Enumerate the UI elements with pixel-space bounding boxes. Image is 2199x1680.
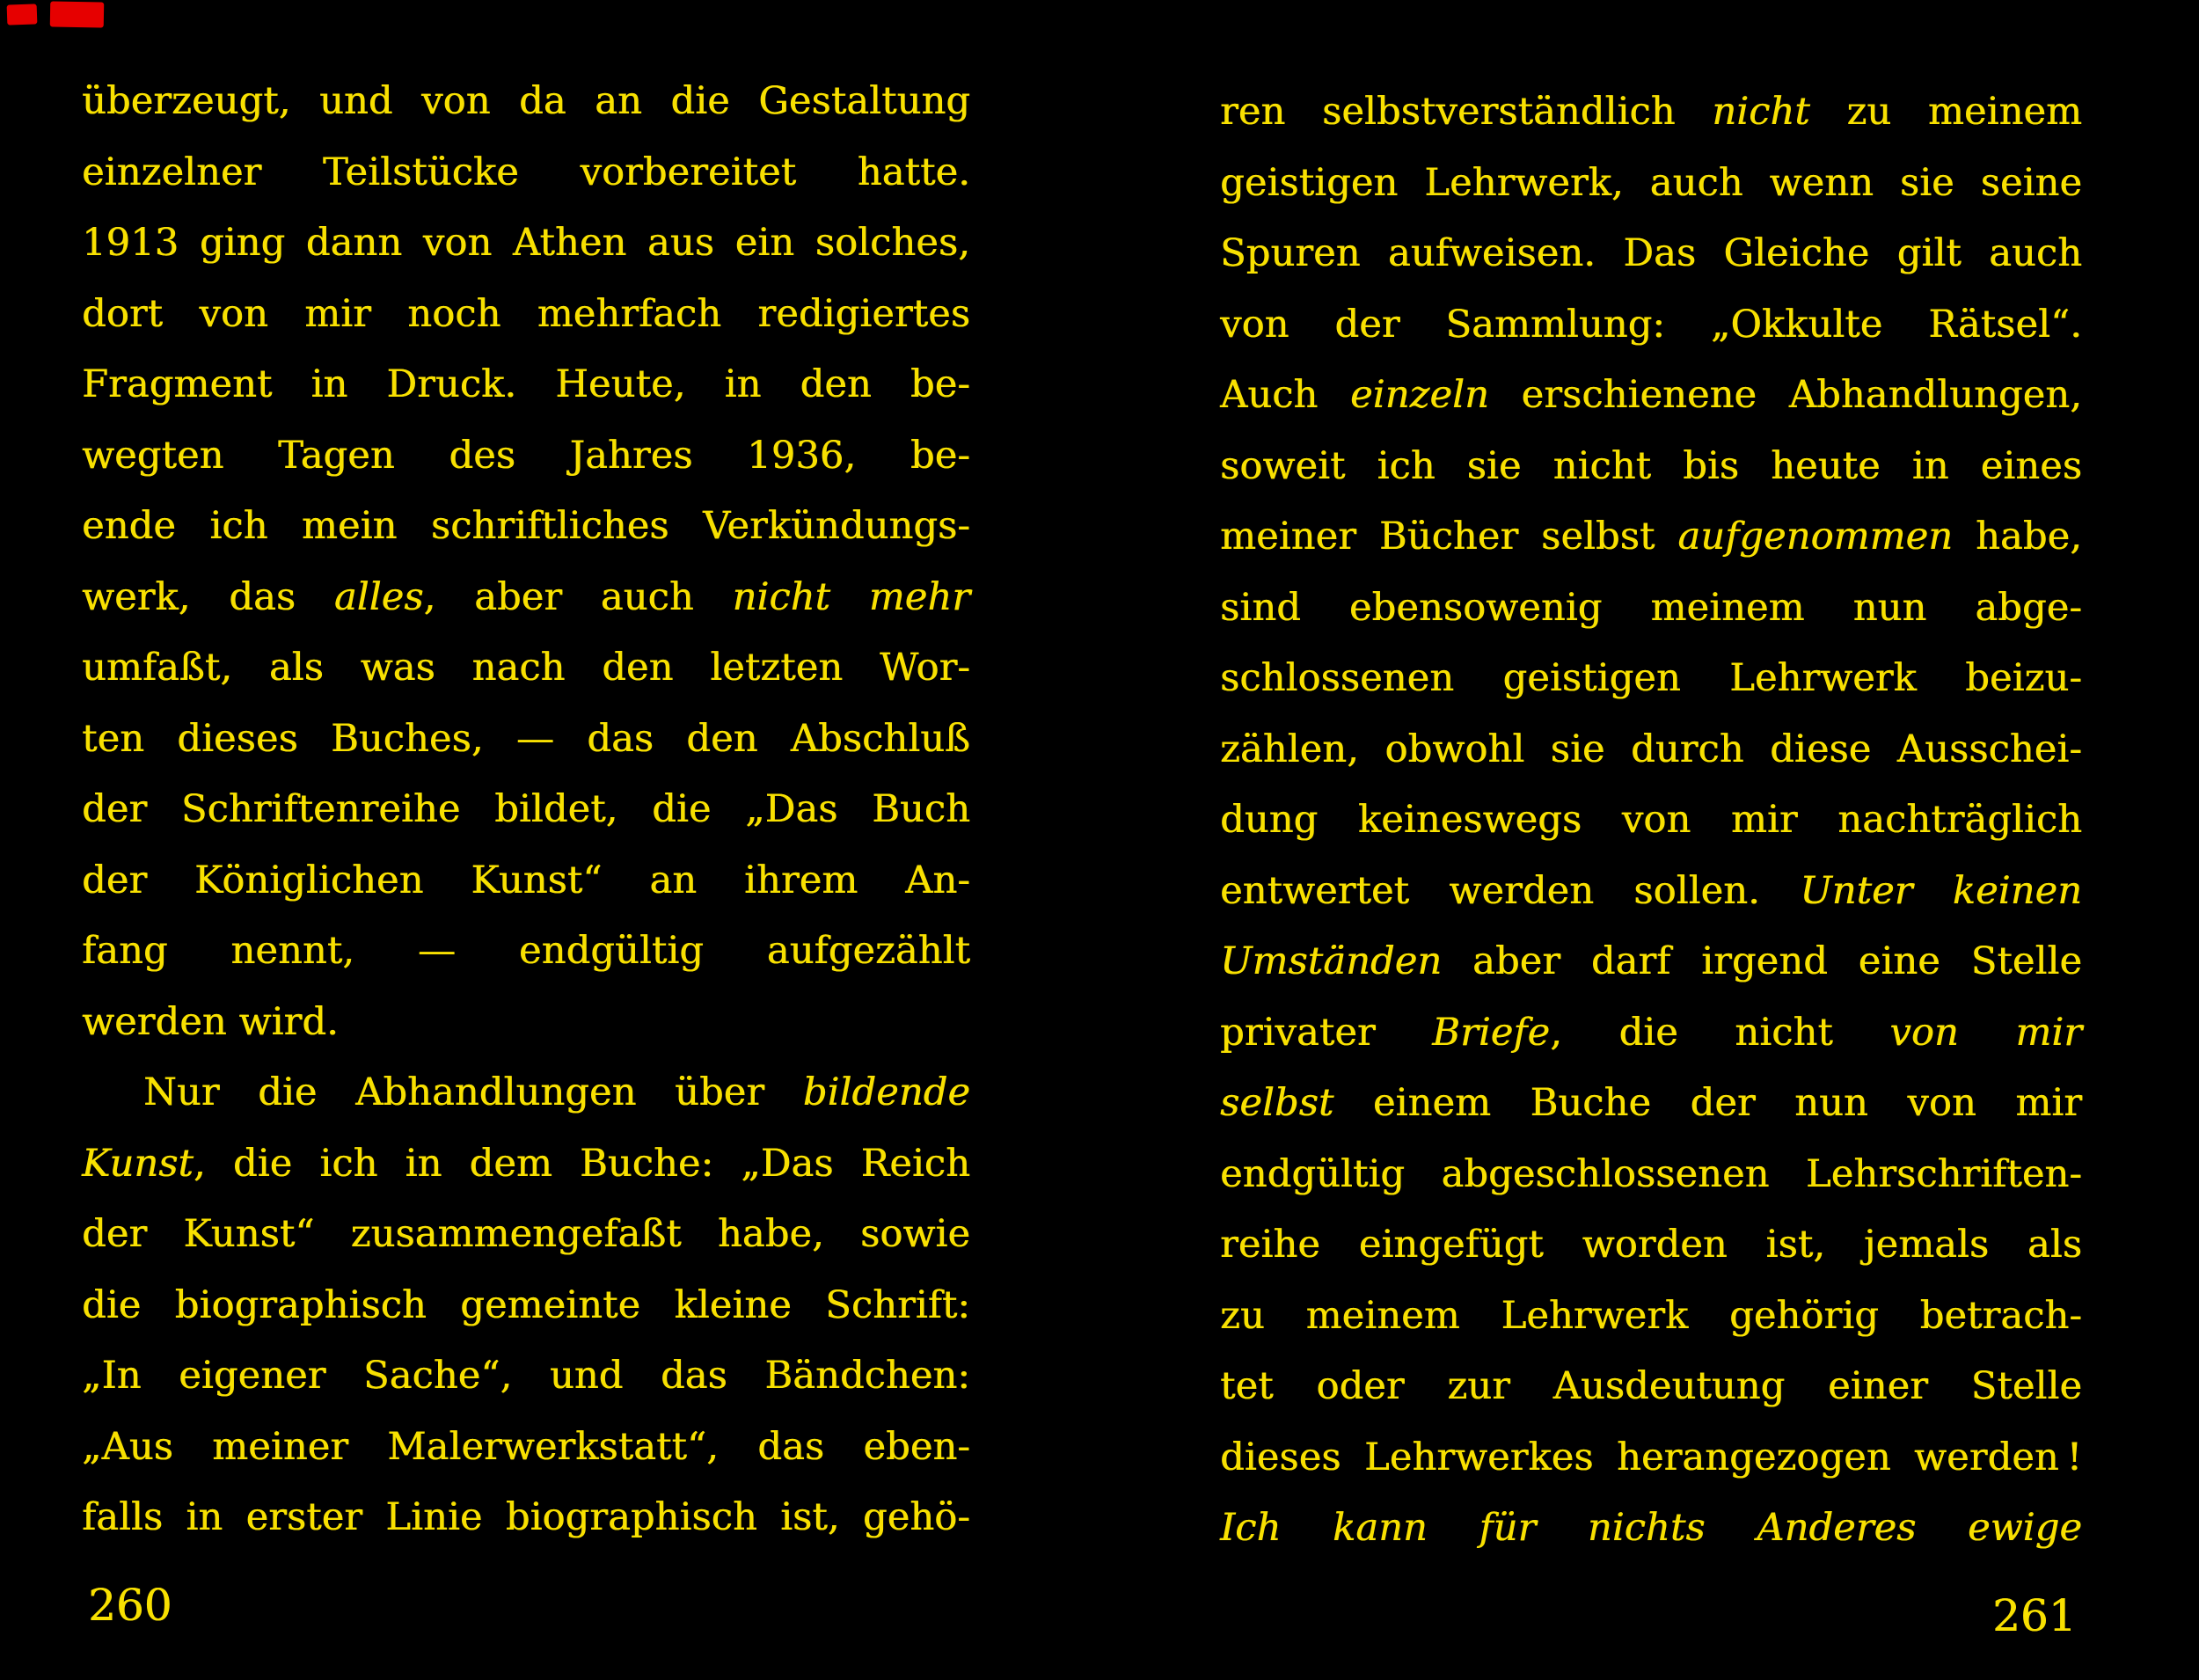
text-run: erschienene Abhandlungen, [1488, 373, 2082, 417]
page-number-260: 260 [88, 1580, 172, 1631]
text-line [1220, 785, 2082, 856]
text-run: 1913 ging dann von Athen aus ein solches, [82, 221, 970, 265]
text-run: werk, das [82, 574, 334, 619]
text-run: überzeugt, und von da an die Gestaltung [82, 79, 970, 123]
text-run: ren selbstverständlich [1220, 90, 1713, 134]
text-line [82, 491, 970, 562]
italic-text-run: bildende [802, 1070, 970, 1114]
text-line [82, 1199, 970, 1270]
text-run: ende ich mein schriftliches Verkündungs- [82, 504, 970, 548]
text-line [82, 1129, 970, 1200]
text-line [1220, 714, 2082, 785]
text-line [1220, 856, 2082, 927]
text-line [82, 1412, 970, 1483]
text-run: , aber auch [423, 574, 733, 619]
italic-text-run: aufgenommen [1677, 515, 1954, 559]
text-run: wegten Tagen des Jahres 1936, be- [82, 433, 970, 478]
text-line [1220, 1209, 2082, 1281]
text-line [1220, 218, 2082, 289]
text-run: meiner Bücher selbst [1220, 515, 1678, 559]
text-run: einem Buche der nun von mir [1333, 1081, 2082, 1125]
text-line [82, 632, 970, 704]
text-run: dort von mir noch mehrfach redigiertes [82, 291, 970, 336]
text-run: der Schriftenreihe bildet, die „Das Buch [82, 787, 970, 831]
text-line [1220, 148, 2082, 219]
text-line [1220, 1493, 2082, 1564]
text-run: einzelner Teilstücke vorbereitet hatte. [82, 150, 970, 194]
red-paint-mark-2 [50, 1, 104, 27]
text-run: , die nicht [1550, 1010, 1890, 1055]
text-line [82, 1482, 970, 1553]
text-line [82, 1057, 970, 1129]
text-line [82, 420, 970, 492]
red-paint-mark-1 [7, 4, 38, 25]
text-run: ten dieses Buches, — das den Abschluß [82, 716, 970, 761]
text-line [82, 562, 970, 633]
text-line [1220, 926, 2082, 997]
text-run: „Aus meiner Malerwerkstatt“, das eben- [82, 1424, 970, 1469]
text-line [1220, 1139, 2082, 1210]
text-line [1220, 289, 2082, 361]
text-line [1220, 997, 2082, 1069]
text-line [82, 845, 970, 917]
text-run: zählen, obwohl sie durch diese Ausschei- [1220, 727, 2082, 771]
text-line [82, 704, 970, 775]
italic-text-run: Umständen [1220, 939, 1443, 983]
text-line [82, 987, 970, 1058]
text-run: endgültig abgeschlossenen Lehrschriften- [1220, 1151, 2082, 1196]
italic-text-run: Kunst [82, 1141, 194, 1186]
italic-text-run: einzeln [1350, 373, 1489, 417]
text-line [82, 279, 970, 350]
text-run: werden wird. [82, 999, 339, 1044]
text-line [82, 137, 970, 208]
text-run: entwertet werden sollen. [1220, 868, 1801, 913]
page-260-text-column [82, 66, 970, 1553]
text-line [1220, 1351, 2082, 1422]
italic-text-run: nicht mehr [732, 574, 970, 619]
italic-text-run: nicht [1712, 90, 1810, 134]
text-line [1220, 501, 2082, 573]
text-line [82, 208, 970, 279]
text-run: habe, [1953, 515, 2082, 559]
text-line [1220, 1068, 2082, 1139]
text-run: umfaßt, als was nach den letzten Wor- [82, 646, 970, 690]
italic-text-run: Briefe [1432, 1010, 1551, 1055]
text-run: von der Sammlung: „Okkulte Rätsel“. [1220, 302, 2082, 347]
text-line [1220, 1281, 2082, 1352]
text-line [1220, 573, 2082, 644]
text-run: sind ebensowenig meinem nun abge- [1220, 585, 2082, 630]
text-run: geistigen Lehrwerk, auch wenn sie seine [1220, 160, 2082, 205]
text-run: fang nennt, — endgültig aufgezählt [82, 929, 970, 973]
text-run: dung keineswegs von mir nachträglich [1220, 798, 2082, 842]
text-line [82, 1270, 970, 1341]
page-261-text-column [1220, 77, 2082, 1564]
text-run: zu meinem Lehrwerk gehörig betrach- [1220, 1293, 2082, 1338]
text-run: der Königlichen Kunst“ an ihrem An- [82, 858, 970, 902]
text-run: der Kunst“ zusammengefaßt habe, sowie [82, 1212, 970, 1256]
text-line [1220, 643, 2082, 714]
text-run: Spuren aufweisen. Das Gleiche gilt auch [1220, 231, 2082, 275]
text-line [82, 916, 970, 987]
text-line [1220, 431, 2082, 502]
text-line [1220, 77, 2082, 148]
italic-text-run: Ich kann für nichts Anderes ewige [1220, 1506, 2082, 1550]
text-line [82, 774, 970, 845]
italic-text-run: von mir [1889, 1010, 2082, 1055]
text-run: , die ich in dem Buche: „Das Reich [193, 1141, 970, 1186]
text-line [82, 1340, 970, 1412]
text-run: soweit ich sie nicht bis heute in eines [1220, 443, 2082, 488]
italic-text-run: Unter keinen [1800, 868, 2082, 913]
text-run: dieses Lehrwerkes herangezogen werden ! [1220, 1435, 2082, 1479]
italic-text-run: alles [333, 574, 424, 619]
text-run: schlossenen geistigen Lehrwerk beizu- [1220, 656, 2082, 700]
text-run: Fragment in Druck. Heute, in den be- [82, 362, 970, 406]
text-run: tet oder zur Ausdeutung einer Stelle [1220, 1364, 2082, 1408]
italic-text-run: selbst [1220, 1081, 1334, 1125]
text-line [82, 66, 970, 137]
text-run: zu meinem [1809, 90, 2082, 134]
text-run: aber darf irgend eine Stelle [1442, 939, 2082, 983]
text-line [1220, 360, 2082, 431]
text-run: Auch [1220, 373, 1351, 417]
text-line [82, 349, 970, 420]
text-run: reihe eingefügt worden ist, jemals als [1220, 1223, 2082, 1267]
text-run: „In eigener Sache“, und das Bändchen: [82, 1354, 970, 1398]
text-run: Nur die Abhandlungen über [143, 1070, 803, 1114]
text-run: falls in erster Linie biographisch ist, gehö- [82, 1495, 970, 1539]
text-run: die biographisch gemeinte kleine Schrift: [82, 1282, 970, 1327]
text-run: privater [1220, 1010, 1433, 1055]
text-line [1220, 1422, 2082, 1494]
page-number-261: 261 [1992, 1590, 2077, 1641]
